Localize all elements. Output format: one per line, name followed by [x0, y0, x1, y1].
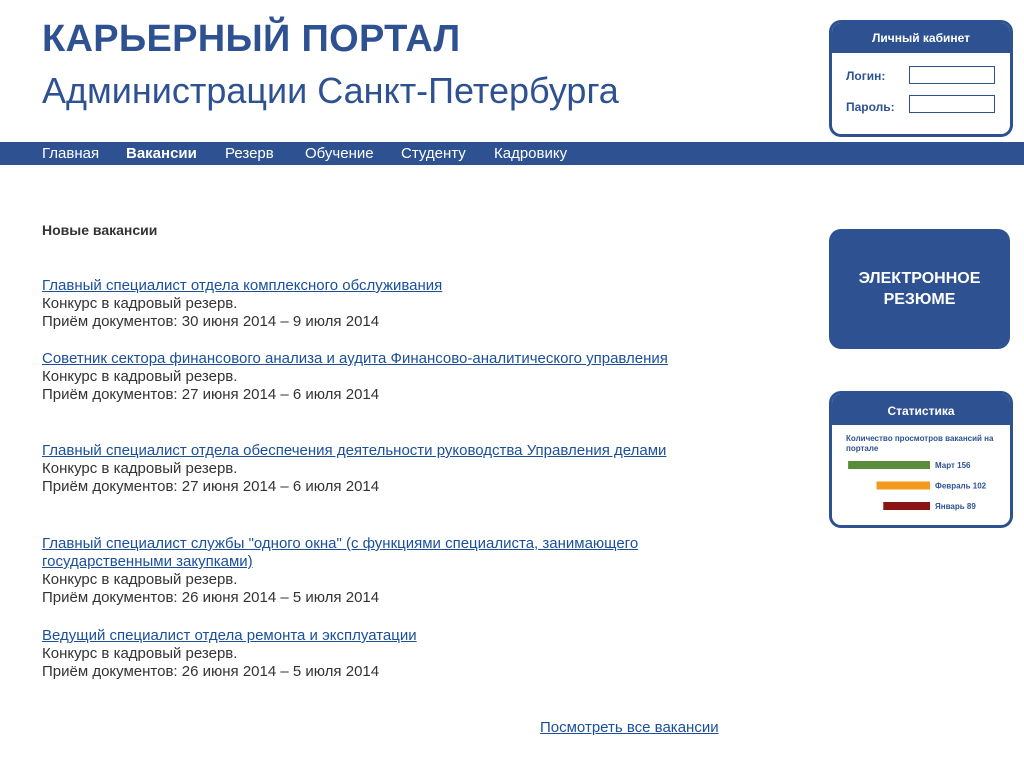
list-item [42, 350, 742, 404]
login-label: Логин: [846, 69, 886, 83]
vacancy-dates: Приём документов: 26 июня 2014 – 5 июля 2014 [42, 663, 380, 680]
electronic-resume-button[interactable] [829, 229, 1010, 349]
password-label: Пароль: [846, 100, 895, 114]
vacancy-type: Конкурс в кадровый резерв. [42, 645, 238, 662]
vacancy-link[interactable]: Советник сектора финансового анализа и аудита Финансово-аналитического управления [42, 350, 668, 367]
portal-title: КАРЬЕРНЫЙ ПОРТАЛ [42, 18, 461, 60]
statistics-caption: Количество просмотров вакансий на портале [846, 434, 994, 453]
password-input[interactable] [909, 95, 995, 113]
vacancy-dates: Приём документов: 27 июня 2014 – 6 июля 2014 [42, 386, 380, 403]
vacancy-link[interactable]: Главный специалист отдела обеспечения деятельности руководства Управления делами [42, 442, 667, 459]
vacancy-type: Конкурс в кадровый резерв. [42, 571, 238, 588]
vacancy-type: Конкурс в кадровый резерв. [42, 368, 238, 385]
list-item [42, 277, 742, 331]
vacancy-type: Конкурс в кадровый резерв. [42, 460, 238, 477]
vacancy-dates: Приём документов: 30 июня 2014 – 9 июля 2014 [42, 313, 380, 330]
vacancy-dates: Приём документов: 27 июня 2014 – 6 июля 2014 [42, 478, 380, 495]
views-bar-chart [832, 394, 1010, 525]
nav-item-student[interactable]: Студенту [401, 145, 466, 162]
login-input[interactable] [909, 66, 995, 84]
main-nav [0, 142, 1024, 165]
list-item [42, 535, 742, 607]
resume-button-line1: ЭЛЕКТРОННОЕ [858, 270, 981, 287]
nav-item-hr[interactable]: Кадровику [494, 145, 568, 162]
vacancy-type: Конкурс в кадровый резерв. [42, 295, 238, 312]
chart-bar-1 [848, 461, 930, 469]
list-item [42, 627, 742, 681]
login-panel-title: Личный кабинет [832, 23, 1010, 53]
statistics-title: Статистика [832, 394, 1010, 425]
list-item [42, 442, 742, 496]
section-title: Новые вакансии [42, 222, 158, 238]
vacancy-dates: Приём документов: 26 июня 2014 – 5 июля 2014 [42, 589, 380, 606]
vacancy-link[interactable]: Главный специалист отдела комплексного обслуживания [42, 277, 443, 294]
chart-bar-label-3: Январь 89 [935, 502, 976, 511]
statistics-panel [829, 391, 1013, 528]
chart-bar-2 [877, 482, 931, 490]
chart-bar-label-1: Март 156 [935, 461, 971, 470]
resume-button-line2: РЕЗЮМЕ [883, 291, 956, 308]
vacancy-link[interactable]: Ведущий специалист отдела ремонта и эксплуатации [42, 627, 417, 644]
portal-subtitle: Администрации Санкт-Петербурга [42, 70, 619, 111]
chart-bar-3 [883, 502, 930, 510]
vacancy-link[interactable]: Главный специалист службы "одного окна" (с функциями специалиста, занимающего государственными закупками) [42, 535, 639, 570]
nav-item-training[interactable]: Обучение [305, 145, 374, 162]
login-panel [829, 20, 1013, 137]
nav-item-home[interactable]: Главная [42, 145, 100, 162]
nav-item-reserve[interactable]: Резерв [225, 145, 274, 162]
chart-bar-label-2: Февраль 102 [935, 481, 987, 491]
all-vacancies-link[interactable]: Посмотреть все вакансии [540, 719, 719, 736]
nav-item-vacancies[interactable]: Вакансии [126, 145, 197, 162]
